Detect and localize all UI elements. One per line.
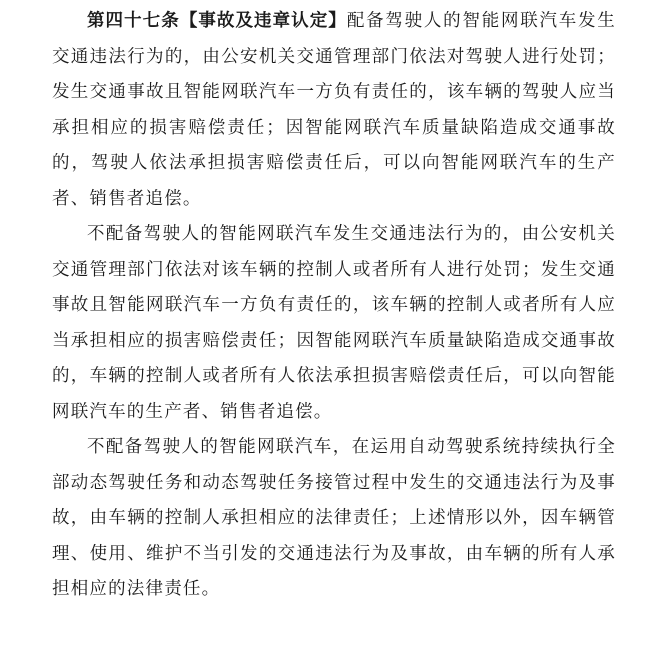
article-title: 【事故及违章认定】 [179, 11, 347, 31]
paragraph-text-3: 不配备驾驶人的智能网联汽车，在运用自动驾驶系统持续执行全部动态驾驶任务和动态驾驶任务接管过程中发生的交通违法行为及事故，由车辆的控制人承担相应的法律责任；上述情形以外，因车辆管理、使用、维护不当引发的交通违法行为及事故，由车辆的所有人承担相应的法律责任。 [52, 437, 616, 599]
article-paragraph-2 [52, 217, 616, 430]
article-paragraph-3 [52, 430, 616, 608]
article-paragraph-1 [52, 4, 616, 217]
article-heading [87, 11, 347, 31]
paragraph-text-1: 配备驾驶人的智能网联汽车发生交通违法行为的，由公安机关交通管理部门依法对驾驶人进行处罚；发生交通事故且智能网联汽车一方负有责任的，该车辆的驾驶人应当承担相应的损害赔偿责任；因智能网联汽车质量缺陷造成交通事故的，驾驶人依法承担损害赔偿责任后，可以向智能网联汽车的生产者、销售者追偿。 [52, 11, 616, 209]
document-body [52, 4, 616, 608]
article-number: 第四十七条 [87, 11, 180, 31]
paragraph-text-2: 不配备驾驶人的智能网联汽车发生交通违法行为的，由公安机关交通管理部门依法对该车辆的控制人或者所有人进行处罚；发生交通事故且智能网联汽车一方负有责任的，该车辆的控制人或者所有人应当承担相应的损害赔偿责任；因智能网联汽车质量缺陷造成交通事故的，车辆的控制人或者所有人依法承担损害赔偿责任后，可以向智能网联汽车的生产者、销售者追偿。 [52, 224, 616, 422]
